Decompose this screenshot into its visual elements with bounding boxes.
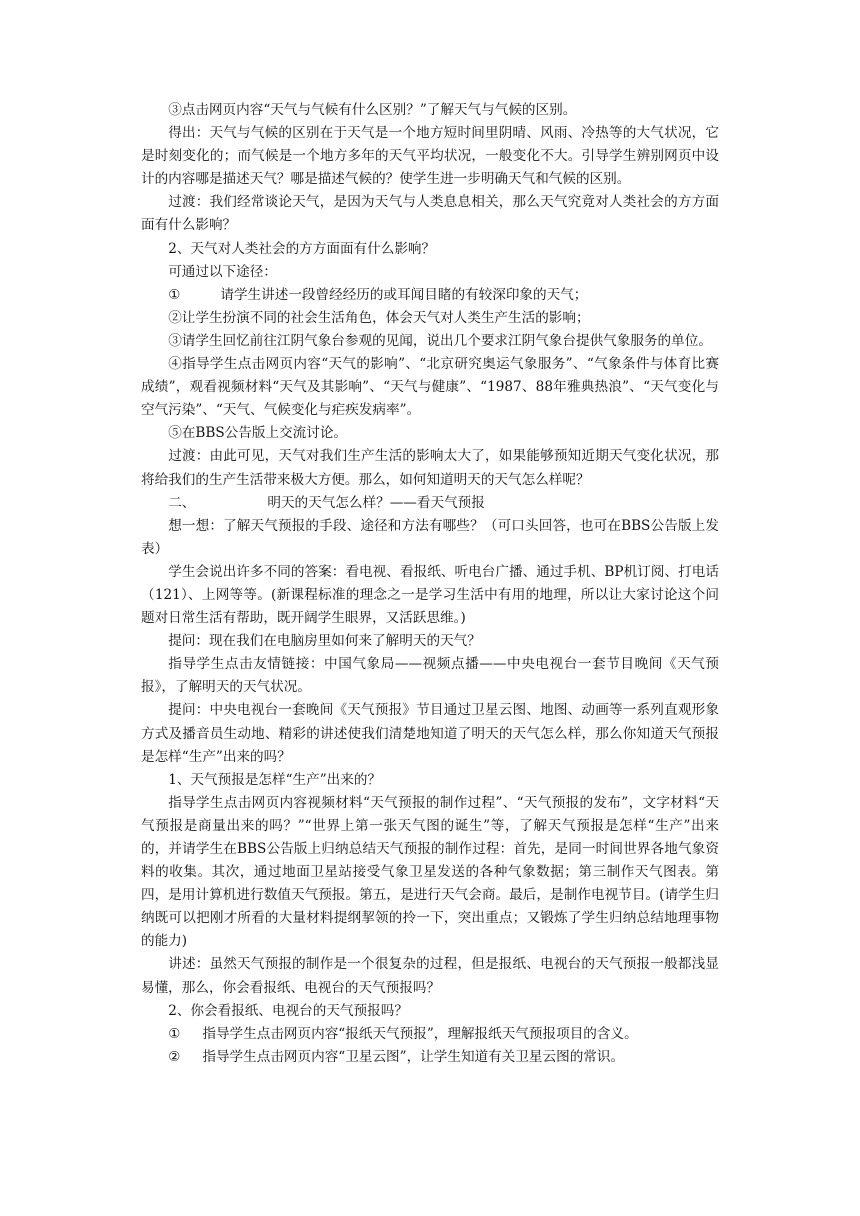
paragraph: 可通过以下途径： bbox=[168, 263, 277, 280]
list-marker: ① bbox=[168, 1025, 181, 1042]
document-body bbox=[141, 99, 719, 1069]
paragraph: ③请学生回忆前往江阴气象台参观的见闻，说出几个要求江阴气象台提供气象服务的单位。 bbox=[168, 332, 712, 349]
list-item bbox=[141, 284, 719, 307]
paragraph: 2、天气对人类社会的方方面面有什么影响？ bbox=[168, 240, 436, 257]
paragraph: 学生会说出许多不同的答案：看电视、看报纸、听电台广播、通过手机、BP机订阅、打电话（121）、上网等等。(新课程标准的理念之一是学习生活中有用的地理，所以让大家讨论这个问题对日常生活有帮助，既开阔学生眼界，又活跃思维。) bbox=[141, 563, 719, 627]
paragraph: 2、你会看报纸、电视台的天气预报吗？ bbox=[168, 1002, 408, 1019]
list-text: 请学生讲述一段曾经经历的或耳闻目睹的有较深印象的天气； bbox=[220, 286, 588, 303]
paragraph: 想一想：了解天气预报的手段、途径和方法有哪些？（可口头回答，也可在BBS公告版上发表） bbox=[141, 517, 719, 557]
paragraph: 指导学生点击友情链接：中国气象局——视频点播——中央电视台一套节目晚间《天气预报》，了解明天的天气状况。 bbox=[141, 656, 719, 696]
paragraph: 提问：中央电视台一套晚间《天气预报》节目通过卫星云图、地图、动画等一系列直观形象方式及播音员生动地、精彩的讲述使我们清楚地知道了明天的天气怎么样，那么你知道天气预报是怎样“生产”出来的吗？ bbox=[141, 702, 719, 765]
paragraph: 1、天气预报是怎样“生产”出来的？ bbox=[168, 771, 382, 788]
heading-number: 二、 bbox=[168, 494, 196, 511]
list-text: 指导学生点击网页内容“卫星云图”，让学生知道有关卫星云图的常识。 bbox=[202, 1048, 625, 1065]
paragraph: 讲述：虽然天气预报的制作是一个很复杂的过程，但是报纸、电视台的天气预报一般都浅显易懂，那么，你会看报纸、电视台的天气预报吗？ bbox=[141, 956, 719, 996]
list-text: 指导学生点击网页内容“报纸天气预报”，理解报纸天气预报项目的含义。 bbox=[202, 1025, 638, 1042]
paragraph: 得出：天气与气候的区别在于天气是一个地方短时间里阴晴、风雨、冷热等的大气状况，它是时刻变化的；而气候是一个地方多年的天气平均状况，一般变化不大。引导学生辨别网页中设计的内容哪是描述天气？哪是描述气候的？使学生进一步明确天气和气候的区别。 bbox=[141, 125, 719, 188]
paragraph: 指导学生点击网页内容视频材料“天气预报的制作过程”、“天气预报的发布”，文字材料“天气预报是商量出来的吗？”“世界上第一张天气图的诞生”等，了解天气预报是怎样“生产”出来的，并请学生在BBS公告版上归纳总结天气预报的制作过程：首先，是同一时间世界各地气象资料的收集。其次，通过地面卫星站接受气象卫星发送的各种气象数据；第三制作天气图表。第四，是用计算机进行数值天气预报。第五，是进行天气会商。最后，是制作电视节目。(请学生归纳既可以把刚才所看的大量材料提纲挈领的拎一下，突出重点；又锻炼了学生归纳总结地理事物的能力) bbox=[141, 794, 719, 950]
paragraph: ③点击网页内容“天气与气候有什么区别？”了解天气与气候的区别。 bbox=[168, 102, 577, 118]
section-heading bbox=[141, 492, 719, 515]
heading-text: 明天的天气怎么样？——看天气预报 bbox=[267, 494, 485, 511]
paragraph: ②让学生扮演不同的社会生活角色，体会天气对人类生产生活的影响； bbox=[168, 309, 590, 326]
list-marker: ② bbox=[168, 1048, 181, 1065]
list-item bbox=[141, 1046, 719, 1069]
paragraph: ⑤在BBS公告版上交流讨论。 bbox=[168, 425, 348, 442]
paragraph: 过渡：我们经常谈论天气，是因为天气与人类息息相关，那么天气究竟对人类社会的方方面面有什么影响？ bbox=[141, 194, 719, 234]
paragraph: 过渡：由此可见，天气对我们生产生活的影响太大了，如果能够预知近期天气变化状况，那将给我们的生产生活带来极大方便。那么，如何知道明天的天气怎么样呢？ bbox=[141, 448, 719, 488]
paragraph: ④指导学生点击网页内容“天气的影响”、“北京研究奥运气象服务”、“气象条件与体育比赛成绩”，观看视频材料“天气及其影响”、“天气与健康”、“1987、88年雅典热浪”、“天气变化与空气污染”、“天气、气候变化与疟疾发病率”。 bbox=[141, 356, 719, 419]
paragraph: 提问：现在我们在电脑房里如何来了解明天的天气？ bbox=[168, 633, 481, 650]
list-item bbox=[141, 1023, 719, 1046]
list-marker: ① bbox=[168, 286, 181, 303]
